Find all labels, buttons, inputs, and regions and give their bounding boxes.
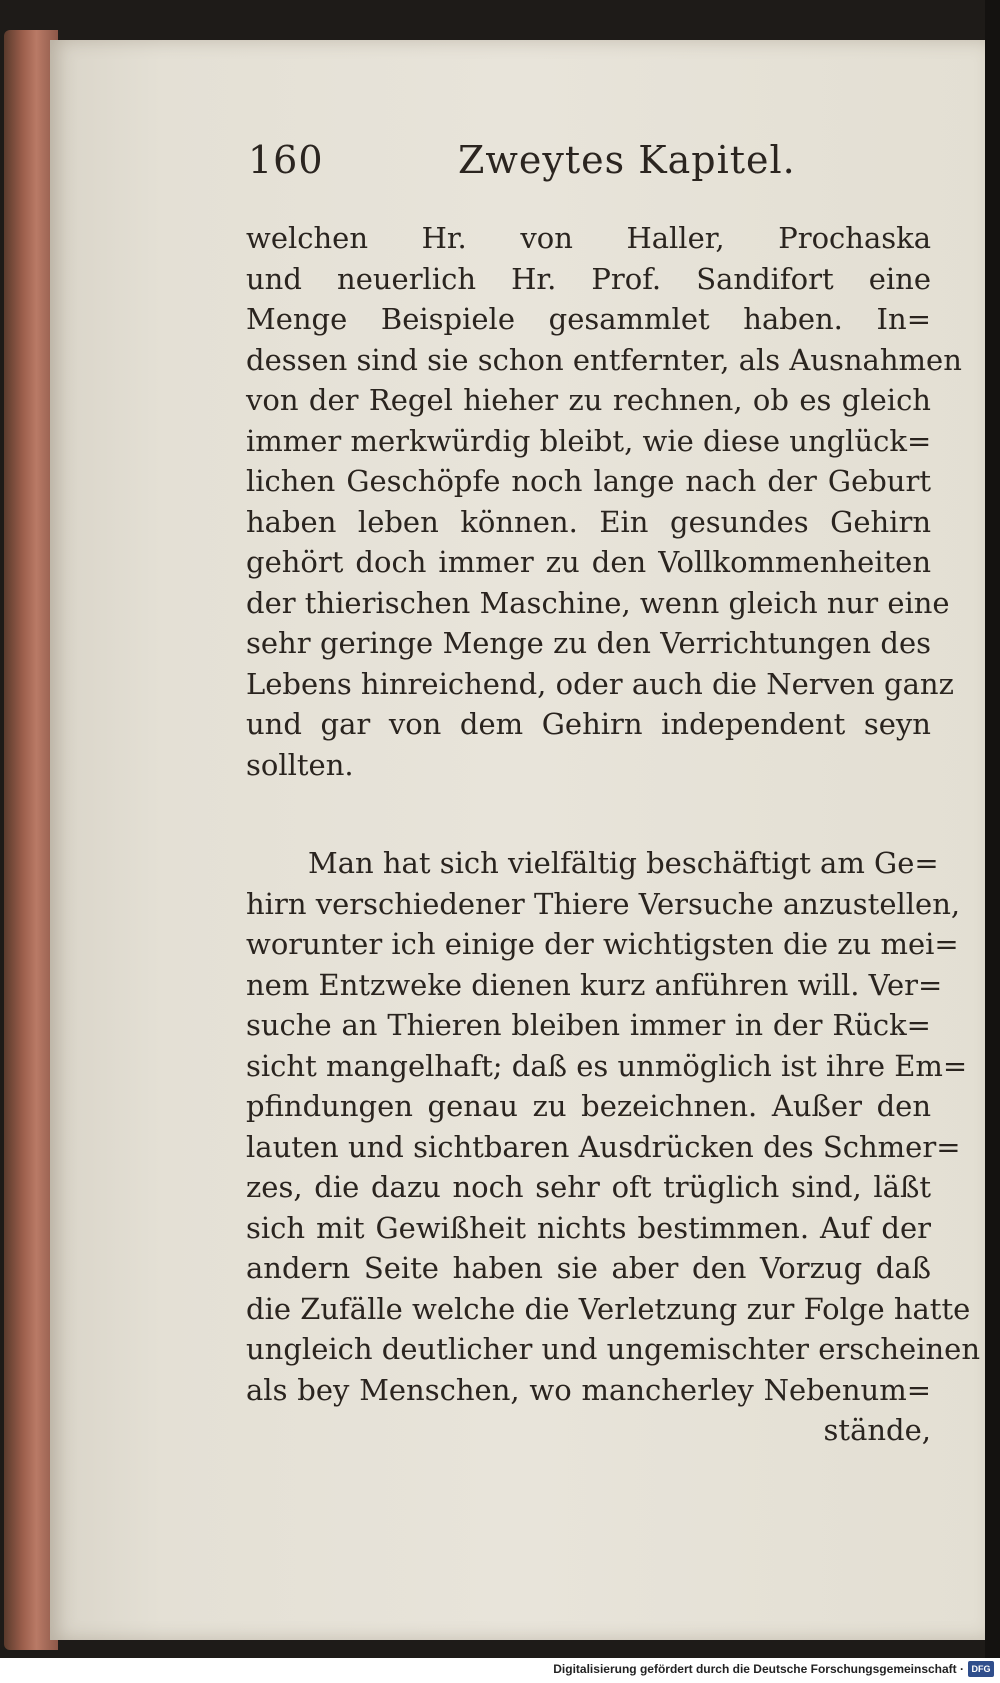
paragraph-2: [246, 843, 981, 1451]
text-line: dessen sind sie schon entfernter, als Ausnahmen: [246, 342, 962, 377]
text-line: andern Seite haben sie aber den Vorzug daß: [246, 1251, 931, 1285]
text-line: gehört doch immer zu den Vollkommenheiten: [246, 545, 931, 579]
text-line: sollten.: [246, 747, 354, 782]
text-line: sicht mangelhaft; daß es unmöglich ist ihre Em=: [246, 1048, 968, 1083]
running-head: Zweytes Kapitel.: [458, 138, 796, 182]
scan-right-edge: [985, 0, 1000, 1683]
text-line: als bey Menschen, wo mancherley Nebenum=: [246, 1372, 931, 1407]
text-line: haben leben können. Ein gesundes Gehirn: [246, 504, 931, 539]
text-line: worunter ich einige der wichtigsten die zu mei=: [246, 927, 959, 961]
text-line: sehr geringe Menge zu den Verrichtungen des: [246, 626, 931, 660]
text-line: die Zufälle welche die Verletzung zur Folge hatte: [246, 1291, 971, 1326]
dfg-logo: DFG: [968, 1661, 994, 1677]
text-line: und gar von dem Gehirn independent seyn: [246, 707, 931, 741]
text-line: Menge Beispiele gesammlet haben. In=: [246, 302, 931, 336]
text-line: immer merkwürdig bleibt, wie diese unglück=: [246, 423, 932, 458]
text-line: lauten und sichtbaren Ausdrücken des Schmer=: [246, 1129, 961, 1164]
text-line: sich mit Gewißheit nichts bestimmen. Auf der: [246, 1210, 931, 1245]
page-header: [248, 138, 928, 198]
text-line: welchen Hr. von Haller, Prochaska: [246, 221, 931, 255]
page-number: 160: [248, 138, 324, 182]
text-line: und neuerlich Hr. Prof. Sandifort eine: [246, 261, 931, 296]
text-line: der thierischen Maschine, wenn gleich nur eine: [246, 585, 950, 620]
text-line: nem Entzweke dienen kurz anführen will. Ver=: [246, 967, 943, 1002]
text-line: Man hat sich vielfältig beschäftigt am Ge=: [308, 846, 939, 880]
text-line: Lebens hinreichend, oder auch die Nerven ganz: [246, 666, 954, 701]
text-line: lichen Geschöpfe noch lange nach der Geburt: [246, 464, 931, 498]
text-line: suche an Thieren bleiben immer in der Rück=: [246, 1008, 931, 1042]
footer-credit: Digitalisierung gefördert durch die Deutsche Forschungsgemeinschaft ·: [553, 1662, 964, 1676]
catchword: stände,: [823, 1413, 931, 1447]
digitization-footer: [0, 1658, 1000, 1683]
text-line: pfindungen genau zu bezeichnen. Außer den: [246, 1089, 931, 1123]
paragraph-1: [246, 218, 962, 785]
text-line: hirn verschiedener Thiere Versuche anzustellen,: [246, 886, 961, 921]
text-line: von der Regel hieher zu rechnen, ob es gleich: [246, 383, 931, 417]
text-line: zes, die dazu noch sehr oft trüglich sind, läßt: [246, 1170, 931, 1204]
text-line: ungleich deutlicher und ungemischter erscheinen: [246, 1332, 981, 1366]
